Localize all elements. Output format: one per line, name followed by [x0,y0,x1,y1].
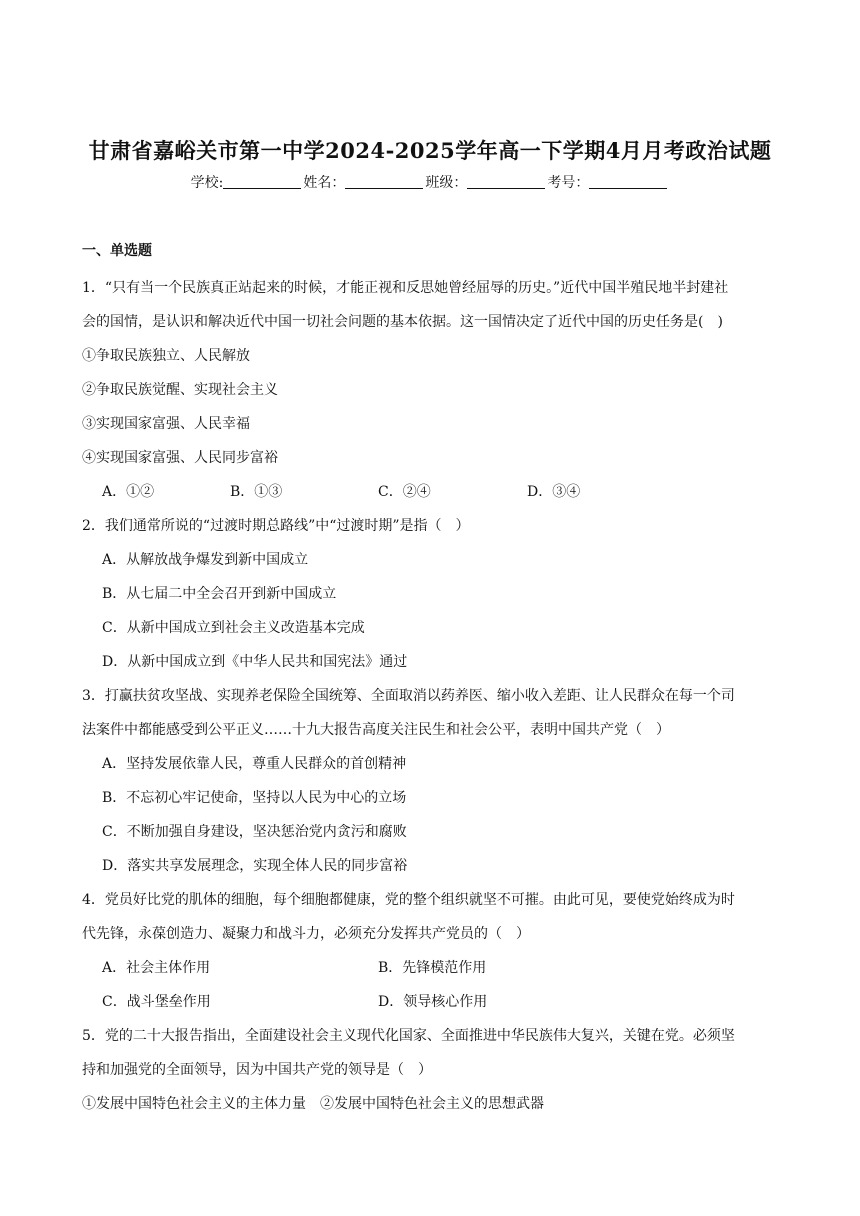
q4-option-a: A．社会主体作用 [102,960,211,976]
name-blank[interactable] [345,174,423,189]
q3-option-c: C．不断加强自身建设，坚决惩治党内贪污和腐败 [102,824,407,840]
q5-items-line: ①发展中国特色社会主义的主体力量 ②发展中国特色社会主义的思想武器 [82,1096,544,1112]
q4-option-c: C．战斗堡垒作用 [102,994,211,1010]
q3-option-b: B．不忘初心牢记使命，坚持以人民为中心的立场 [102,790,407,806]
name-label: 姓名： [303,175,346,191]
school-label: 学校: [190,175,224,191]
q2-option-b: B．从七届二中全会召开到新中国成立 [102,586,337,602]
q2-option-c: C．从新中国成立到社会主义改造基本完成 [102,620,365,636]
q4-stem-line2: 代先锋，永葆创造力、凝聚力和战斗力，必须充分发挥共产党员的（ ） [82,926,530,942]
q5-stem-line2: 持和加强党的全面领导，因为中国共产党的领导是（ ） [82,1062,432,1078]
q2-stem-line1: 2．我们通常所说的“过渡时期总路线”中“过渡时期”是指（ ） [82,518,470,534]
q1-stem-line2: 会的国情，是认识和解决近代中国一切社会问题的基本依据。这一国情决定了近代中国的历史任务是( ) [82,314,723,330]
q1-option-d: D．③④ [527,484,581,500]
q1-item-1: ①争取民族独立、人民解放 [82,348,250,364]
class-blank[interactable] [467,174,545,189]
q3-option-a: A．坚持发展依靠人民，尊重人民群众的首创精神 [102,756,407,772]
q2-option-d: D．从新中国成立到《中华人民共和国宪法》通过 [102,654,408,670]
exam-no-blank[interactable] [589,174,667,189]
q4-option-d: D．领导核心作用 [378,994,488,1010]
student-info-line [0,172,860,192]
q2-option-a: A．从解放战争爆发到新中国成立 [102,552,309,568]
q5-stem-line1: 5．党的二十大报告指出，全面建设社会主义现代化国家、全面推进中华民族伟大复兴，关键在党。必须坚 [82,1028,735,1044]
q1-item-3: ③实现国家富强、人民幸福 [82,416,250,432]
q3-stem-line2: 法案件中都能感受到公平正义……十九大报告高度关注民生和社会公平，表明中国共产党（ ） [82,722,670,738]
q1-option-a: A．①② [102,484,155,500]
school-blank[interactable] [223,174,301,189]
q3-stem-line1: 3．打赢扶贫攻坚战、实现养老保险全国统筹、全面取消以药养医、缩小收入差距、让人民群众在每一个司 [82,688,735,704]
q1-option-b: B．①③ [230,484,283,500]
class-label: 班级： [425,175,468,191]
page-title: 甘肃省嘉峪关市第一中学2024-2025学年高一下学期4月月考政治试题 [88,138,772,163]
q1-item-4: ④实现国家富强、人民同步富裕 [82,450,278,466]
q1-item-2: ②争取民族觉醒、实现社会主义 [82,382,278,398]
q4-stem-line1: 4．党员好比党的肌体的细胞，每个细胞都健康，党的整个组织就坚不可摧。由此可见，要使党始终成为时 [82,892,735,908]
q4-option-b: B．先锋模范作用 [378,960,487,976]
section-heading: 一、单选题 [82,243,152,259]
exam-no-label: 考号： [547,175,590,191]
q1-stem-line1: 1．“只有当一个民族真正站起来的时候，才能正视和反思她曾经屈辱的历史。”近代中国半殖民地半封建社 [82,280,729,296]
q1-option-c: C．②④ [378,484,431,500]
q3-option-d: D．落实共享发展理念，实现全体人民的同步富裕 [102,858,408,874]
